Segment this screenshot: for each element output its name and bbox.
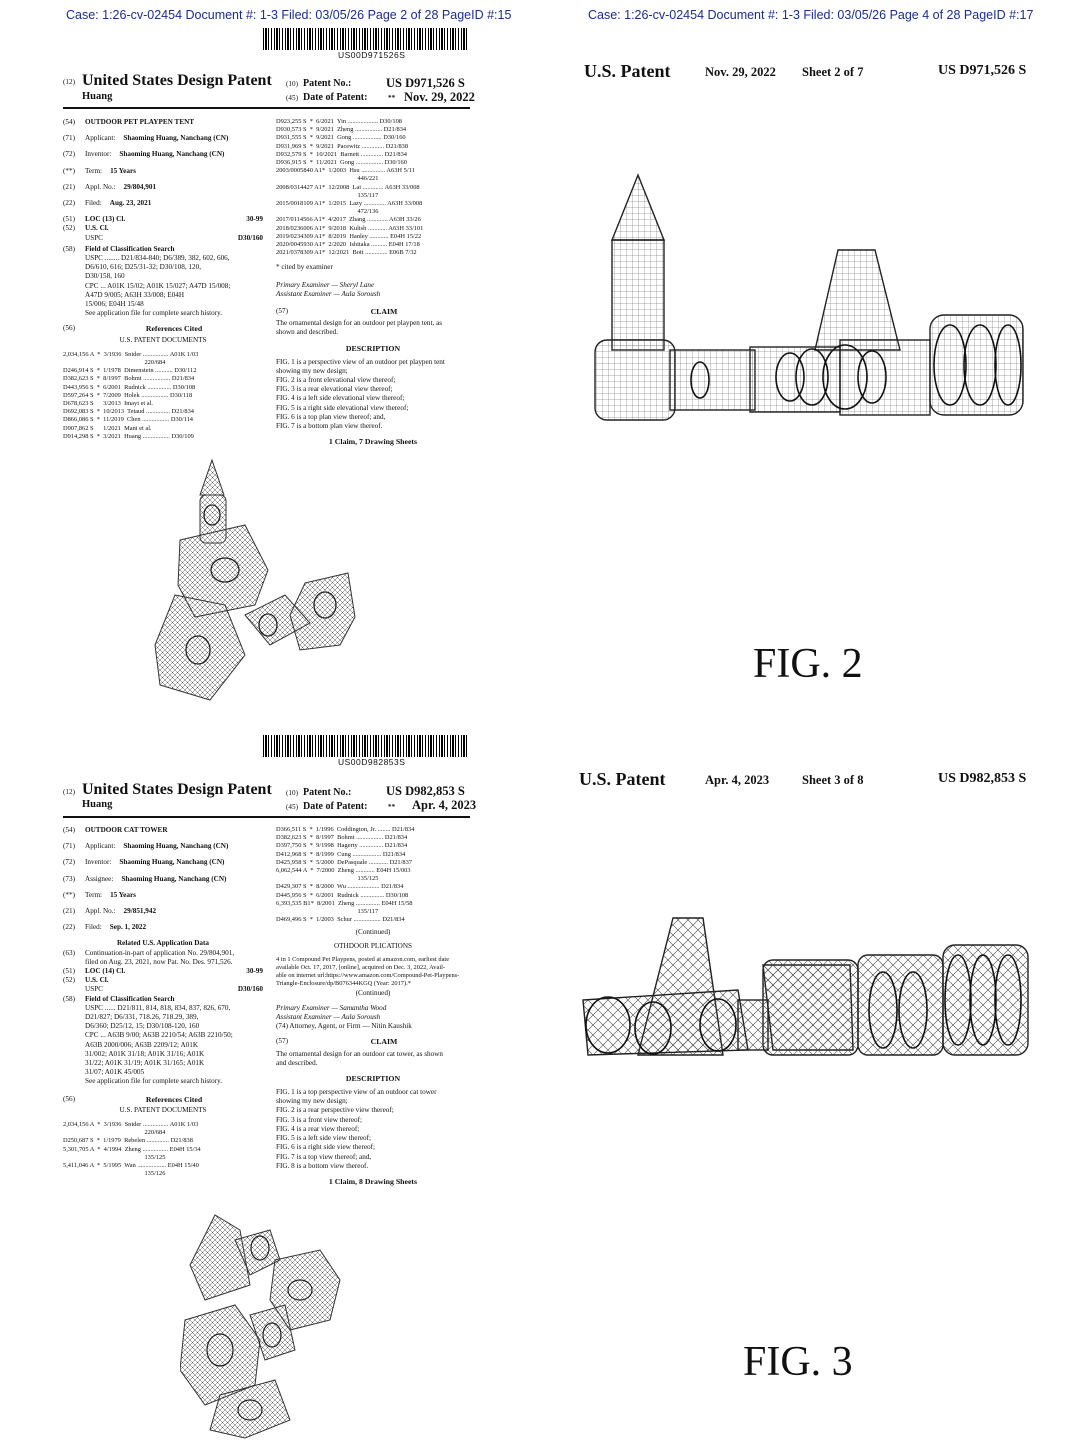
patent-title: United States Design Patent (82, 72, 272, 89)
field-label: Inventor: (85, 150, 112, 159)
reference-row: D445,956 S * 6/2001 Rudnick ............... D30/108 (276, 891, 409, 899)
barcode-number: US00D982853S (338, 757, 406, 767)
classification-line: See application file for complete search history. (85, 309, 223, 318)
reference-row: D930,573 S * 9/2021 Zheng ................. D21/834 (276, 126, 407, 134)
sheet-us-patent: U.S. Patent (584, 61, 671, 81)
barcode (263, 735, 468, 757)
field-value: Shaoming Huang, Nanchang (CN) (119, 150, 225, 159)
reference-row: 446/221 (276, 175, 379, 183)
reference-row: D250,687 S * 1/1979 Rebelen .............. D21/838 (63, 1137, 193, 1145)
field-value: 29/851,942 (123, 907, 157, 916)
header-rule (63, 107, 470, 109)
field-code: (71) (63, 134, 75, 143)
bibliographic-fields: (54) OUTDOOR PET PLAYPEN TENT (71) Applicant: Shaoming Huang, Nanchang (CN) (72) Inventor: Shaoming Huang, Nanchang (CN) (**) Term: 15 Years (21) Appl. No.: 29/804,901 (22) Filed: Aug. 23, 2021 (51) LOC (13) Cl. 30-99 (52) U.S. Cl. USPC D30/160 (58) Field of Classification Search USPC ........ D21/834-840; D6/389, 382, 602, 606, D6/610, 616; D25/31-32; D30/108, 120, D30/158, 160 CPC ... A01K 15/02; A01K 15/027; A47D 15/008; A47D 9/005; A63H 33/008; E04H 15/006; E04H 15/48 See application file for complete search history. (56) References Cited U.S. PATENT DOCUMENTS 2,034,156 A * 3/1936 Snider ................ A01K 1/03 220/684 D246,914 S * 1/1978 Dimenstein ........... D30/112 D382,623 S * 8/1997 Bohmt ................. D21/834 D443,956 S * 6/2001 Rudnick ............... D30/108 D597,264 S * 7/2009 Holek ................. D30/118 D678,623 S 3/2013 Imayi et al. D692,083 S * 10/2013 Tetaud ............... D21/834 D866,086 S * 11/2019 Chen ................. D30/114 D907,862 S 1/2021 Mani et al. D914,298 S * 3/2021 Huang ................. D30/109 (63, 118, 263, 440)
field-label: Assignee: (85, 874, 114, 883)
references-column: D923,255 S * 6/2021 Yin ................... D30/108 D930,573 S * 9/2021 Zheng ................. D21/834 D931,555 S * 9/2021 Gong .................. D30/160 D931,969 S * 9/2021 Pacewitz .............. D21/838 D932,579 S * 10/2021 Barnett .............. D21/834 D936,915 S * 11/2021 Gong ................. D30/160 2003/0005840 A1* 1/2003 Hsu ............... A63H 5/11 446/221 2008/0314427 A1* 12/2008 Lai ............. A63H 33/008 135/117 2015/0018109 A1* 1/2015 Lazy .............. A63H 33/008 472/136 2017/0114566 A1* 4/2017 Zhang ............. A63H 33/26 2018/0236006 A1* 9/2018 Kulish ............ A63H 33/101 2019/0234309 A1* 8/2019 Hanley ............ E04H 15/22 2020/0045930 A1* 2/2020 Ishitaka .......... E04H 17/18 2021/0378309 A1* 12/2021 Bott .............. E06B 7/32 * cited by examiner Primary Examiner — Sheryl Lane Assistant Examiner — Aula Soroush (57) CLAIM The ornamental design for an outdoor pet playpen tent, as shown and described. DESCRIPTION FIG. 1 is a perspective view of an outdoor pet playpen tent showing my new design; FIG. 2 is a front elevational view thereof; FIG. 3 is a rear elevational view thereof; FIG. 4 is a left side elevational view thereof; FIG. 5 is a right side elevational view thereof; FIG. 6 is a top plan view thereof; and, FIG. 7 is a bottom plan view thereof. 1 Claim, 7 Drawing Sheets (276, 118, 470, 446)
classification-line: A47D 9/005; A63H 33/008; E04H (85, 290, 185, 299)
patent-number: US D982,853 S (386, 784, 465, 798)
reference-row: 2018/0236006 A1* 9/2018 Kulish ............ A63H 33/101 (276, 224, 424, 232)
case-header: Case: 1:26-cv-02454 Document #: 1-3 Filed: 03/05/26 Page 2 of 28 PageID #:15 (66, 8, 512, 22)
field-code: (**) (63, 890, 75, 899)
header-rule (63, 816, 470, 818)
classification-line: 15/006; E04H 15/48 (85, 300, 144, 309)
field-label: Term: (85, 890, 103, 899)
barcode-number: US00D971526S (338, 50, 406, 60)
reference-row: D397,750 S * 9/1998 Hagerty ............... D21/834 (276, 842, 408, 850)
front-elevation-drawing (590, 165, 1030, 425)
reference-row: 135/117 (276, 908, 379, 916)
field-row (63, 199, 263, 208)
references-column: D366,511 S * 1/1996 Coddington, Jr. ........ D21/834 D382,623 S * 8/1997 Bohmt ................. D21/834 D397,750 S * 9/1998 Hagerty ............... D21/834 D412,968 S * 8/1999 Cung .................. D21/834 D425,958 S * 5/2000 DePasquale ............ D21/837 6,062,544 A * 7/2000 Zheng ............ E04H 15/003 135/125 D429,307 S * 8/2000 Wu .................... D21/834 D445,956 S * 6/2001 Rudnick ............... D30/108 6,393,535 B1* 8/2001 Zheng ............... E04H 15/58 135/117 D469,496 S * 1/2003 Schur ................. D21/834 (Continued) OTHDOOR PLICATIONS 4 in 1 Compound Pet Playpens, posted at amazon.com, earliest date available Oct. 17, 2017, [online], acquired on Dec. 3, 2022, Avail- able on internet url:https://www.amazon.com/Compound-Pet-Playpens- Triangle-Enclosure/dp/B076344KGQ (Year: 2017).* (Continued) Primary Examiner — Samantha Wood Assistant Examiner — Aula Soroush (74) Attorney, Agent, or Firm — Nitin Kaushik (57) CLAIM The ornamental design for an outdoor cat tower, as shown and described. DESCRIPTION FIG. 1 is a top perspective view of an outdoor cat tower showing my new design; FIG. 2 is a rear perspective view thereof; FIG. 3 is a front view thereof; FIG. 4 is a rear view thereof; FIG. 5 is a left side view thereof; FIG. 6 is a right side view thereof; FIG. 7 is a top view thereof; and, FIG. 8 is a bottom view thereof. 1 Claim, 8 Drawing Sheets (276, 826, 470, 1186)
classification-line: D6/360; D25/12, 15; D30/108-120, 160 (85, 1022, 200, 1031)
reference-row: D936,915 S * 11/2021 Gong ................. D30/160 (276, 159, 407, 167)
classification-line: USPC ........ D21/834-840; D6/389, 382, 602, 606, (85, 254, 230, 263)
field-value: 29/804,901 (123, 182, 157, 191)
description-line: FIG. 5 is a right side elevational view thereof; (276, 403, 409, 412)
classification-line: USPC ...... D21/811, 814, 818, 834, 837, 826, 670, (85, 1003, 231, 1012)
field-value: OUTDOOR CAT TOWER (85, 826, 168, 834)
patent-sheet-d982853 (540, 720, 1080, 1440)
sheet-patent-number: US D971,526 S (938, 63, 1027, 78)
field-code: (21) (63, 182, 75, 191)
field-label: Applicant: (85, 842, 116, 851)
sheet-date: Nov. 29, 2022 (705, 65, 776, 79)
field-value: Shaoming Huang, Nanchang (CN) (123, 134, 229, 143)
classification-line: 31/22; A01K 31/19; A01K 31/165; A01K (85, 1059, 205, 1068)
publication-line: Triangle-Enclosure/dp/B076344KGQ (Year: 2017).* (276, 980, 411, 988)
front-view-drawing (578, 910, 1030, 1070)
reference-row: 5,411,046 A * 5/1995 Wan .................. E04H 15/40 (63, 1162, 199, 1170)
patent-page-d982853: US00D982853S (12) United States Design Patent Huang (10) Patent No.: US D982,853 S (45) Date of Patent: ** Apr. 4, 2023 (54) OUTDOOR CAT TOWER (71) Applicant: Shaoming Huang, Nanchang (CN) (72) Inventor: Shaoming Huang, Nanchang (CN) (73) Assignee: Shaoming Huang, Nanchang (CN) (**) Term: 15 Years (21) Appl. No.: 29/851,942 (22) Filed: Sep. 1, 2022 Related U.S. Application Data (63) Continuation-in-part of application No. 29/804,901, filed on Aug. 23, 2021, now Pat. No. Des. 971,526. (51) LOC (14) Cl. 30-99 (52) U.S. Cl. USPC D30/160 (58) Field of Classification Search USPC ...... D21/811, 814, 818, 834, 837, 826, 670, D21/827; D6/331, 718.26, 718.29, 389, D6/360; D25/12, 15; D30/108-120, 160 CPC ... A63B 9/00; A63B 2210/54; A63B 2210/50; A63B 2000/006; A63B 2209/12; A01K 31/002; A01K 31/18; A01K 31/16; A01K 31/22; A01K 31/19; A01K 31/165; A01K 31/07; A01K 45/005 See application file for complete search history. (56) References Cited U.S. PATENT DOCUMENTS 2,034,156 A * 3/1936 Snider ................ A01K 1/03 220/684 D250,687 S * 1/1979 Rebelen .............. D21/838 5,301,705 A * 4/1994 Zheng ................ E04H 15/34 135/125 5,411,046 A * 5/1995 Wan .................. E04H 15/40 135/126 D366,511 S * 1/1996 Coddington, Jr. ........ D21/834 D382,623 S * 8/1997 Bohmt ................. D21/834 D397,750 S * 9/1998 Hagerty ............... D21/834 D412,968 S * 8/1999 Cung .................. D21/834 D425,958 S * 5/2000 DePasquale ............ D21/837 6,062,544 A * 7/2000 Zheng ............ E04H 15/003 135/125 D429,307 S * 8/2000 Wu .................... D21/834 D445,956 S * 6/2001 Rudnick ............... D30/108 6,393,535 B1* 8/2001 Zheng ............... E04H 15/58 135/117 D469,496 S * 1/2003 Schur ................. D21/834 (Continued) OTHDOOR PLICATIONS 4 in 1 Compound Pet Playpens, posted at amazon.com, earliest date available Oct. 17, 2017, [online], acquired on Dec. 3, 2022, Avail- able on internet url:https://www.amazon.com/Compound-Pet-Playpens- Triangle-Enclosure/dp/B076344KGQ (Year: 2017).* (Continued) Primary Examiner — Samantha Wood Assistant Examiner — Aula Soroush (74) Attorney, Agent, or Firm — Nitin Kaushik (57) CLAIM The ornamental design for an outdoor cat tower, as shown and described. DESCRIPTION FIG. 1 is a top perspective view of an outdoor cat tower showing my new design; FIG. 2 is a rear perspective view thereof; FIG. 3 is a front view thereof; FIG. 4 is a rear view thereof; FIG. 5 is a left side view thereof; FIG. 6 is a right side view thereof; FIG. 7 is a top view thereof; and, FIG. 8 is a bottom view thereof. 1 Claim, 8 Drawing Sheets (0, 720, 540, 1440)
reference-row: D597,264 S * 7/2009 Holek ................. D30/118 (63, 391, 193, 399)
classification-line: A63B 2000/006; A63B 2209/12; A01K (85, 1040, 199, 1049)
reference-row: 135/117 (276, 191, 379, 199)
reference-row: D932,579 S * 10/2021 Barnett .............. D21/834 (276, 150, 408, 158)
publication-line: 4 in 1 Compound Pet Playpens, posted at amazon.com, earliest date (276, 955, 450, 963)
field-row (63, 875, 263, 884)
field-row (63, 923, 263, 932)
field-code: (54) (63, 826, 75, 834)
claim-line: The ornamental design for an outdoor cat tower, as shown (276, 1049, 443, 1058)
reference-row: 2019/0234309 A1* 8/2019 Hanley ............ E04H 15/22 (276, 232, 422, 240)
reference-row: D678,623 S 3/2013 Imayi et al. (63, 400, 153, 408)
reference-row: 2021/0378309 A1* 12/2021 Bott .............. E06B 7/32 (276, 249, 417, 257)
sheet-number: Sheet 3 of 8 (802, 773, 864, 787)
inventor-surname: Huang (82, 91, 113, 102)
field-row (63, 858, 263, 867)
reference-row: 2,034,156 A * 3/1936 Snider ................ A01K 1/03 (63, 1121, 199, 1129)
description-line: FIG. 3 is a front view thereof; (276, 1115, 363, 1124)
sheet-date: Apr. 4, 2023 (705, 773, 770, 787)
classification-line: D30/158, 160 (85, 272, 125, 281)
description-line: FIG. 4 is a left side elevational view thereof; (276, 394, 405, 403)
field-code: (**) (63, 166, 75, 175)
reference-row: D246,914 S * 1/1978 Dimenstein ........... D30/112 (63, 367, 197, 375)
field-label: Appl. No.: (85, 907, 116, 916)
patent-page-d971526: Case: 1:26-cv-02454 Document #: 1-3 Filed: 03/05/26 Page 2 of 28 PageID #:15 US00D971526S (12) United States Design Patent Huang (10) Patent No.: US D971,526 S (45) Date of Patent: ** Nov. 29, 2022 (54) OUTDOOR PET PLAYPEN TENT (71) Applicant: Shaoming Huang, Nanchang (CN) (72) Inventor: Shaoming Huang, Nanchang (CN) (**) Term: 15 Years (21) Appl. No.: 29/804,901 (22) Filed: Aug. 23, 2021 (51) LOC (13) Cl. 30-99 (52) U.S. Cl. USPC D30/160 (58) Field of Classification Search USPC ........ D21/834-840; D6/389, 382, 602, 606, D6/610, 616; D25/31-32; D30/108, 120, D30/158, 160 CPC ... A01K 15/02; A01K 15/027; A47D 15/008; A47D 9/005; A63H 33/008; E04H 15/006; E04H 15/48 See application file for complete search history. (56) References Cited U.S. PATENT DOCUMENTS 2,034,156 A * 3/1936 Snider ................ A01K 1/03 220/684 D246,914 S * 1/1978 Dimenstein ........... D30/112 D382,623 S * 8/1997 Bohmt ................. D21/834 D443,956 S * 6/2001 Rudnick ............... D30/108 D597,264 S * 7/2009 Holek ................. D30/118 D678,623 S 3/2013 Imayi et al. D692,083 S * 10/2013 Tetaud ............... D21/834 D866,086 S * 11/2019 Chen ................. D30/114 D907,862 S 1/2021 Mani et al. D914,298 S * 3/2021 Huang ................. D30/109 D923,255 S * 6/2021 Yin ................... D30/108 D930,573 S * 9/2021 Zheng ................. D21/834 D931,555 S * 9/2021 Gong .................. D30/160 D931,969 S * 9/2021 Pacewitz .............. D21/838 D932,579 S * 10/2021 Barnett .............. D21/834 D936,915 S * 11/2021 Gong ................. D30/160 2003/0005840 A1* 1/2003 Hsu ............... A63H 5/11 446/221 2008/0314427 A1* 12/2008 Lai ............. A63H 33/008 135/117 2015/0018109 A1* 1/2015 Lazy .............. A63H 33/008 472/136 2017/0114566 A1* 4/2017 Zhang ............. A63H 33/26 2018/0236006 A1* 9/2018 Kulish ............ A63H 33/101 2019/0234309 A1* 8/2019 Hanley ............ E04H 15/22 2020/0045930 A1* 2/2020 Ishitaka .......... E04H 17/18 2021/0378309 A1* 12/2021 Bott .............. E06B 7/32 * cited by examiner Primary Examiner — Sheryl Lane Assistant Examiner — Aula Soroush (57) CLAIM The ornamental design for an outdoor pet playpen tent, as shown and described. DESCRIPTION FIG. 1 is a perspective view of an outdoor pet playpen tent showing my new design; FIG. 2 is a front elevational view thereof; FIG. 3 is a rear elevational view thereof; FIG. 4 is a left side elevational view thereof; FIG. 5 is a right side elevational view thereof; FIG. 6 is a top plan view thereof; and, FIG. 7 is a bottom plan view thereof. 1 Claim, 7 Drawing Sheets (0, 0, 540, 720)
field-code: (54) (63, 118, 75, 126)
field-row (63, 826, 263, 835)
reference-row: D425,958 S * 5/2000 DePasquale ............ D21/837 (276, 858, 412, 866)
reference-row: 2020/0045930 A1* 2/2020 Ishitaka .......... E04H 17/18 (276, 241, 420, 249)
reference-row: D429,307 S * 8/2000 Wu .................... D21/834 (276, 883, 404, 891)
field-label: Filed: (85, 923, 102, 932)
publication-line: able on internet url:https://www.amazon.com/Compound-Pet-Playpens- (276, 972, 460, 980)
reference-row: 135/125 (63, 1153, 166, 1161)
sheet-patent-number: US D982,853 S (938, 771, 1027, 786)
patent-date: Apr. 4, 2023 (412, 798, 477, 812)
reference-row: 2015/0018109 A1* 1/2015 Lazy .............. A63H 33/008 (276, 200, 423, 208)
reference-row: 2008/0314427 A1* 12/2008 Lai ............. A63H 33/008 (276, 183, 420, 191)
related-line: filed on Aug. 23, 2021, now Pat. No. Des. 971,526. (85, 957, 233, 966)
description-line: FIG. 4 is a rear view thereof; (276, 1124, 360, 1133)
sheet-number: Sheet 2 of 7 (802, 65, 864, 79)
reference-row: D469,496 S * 1/2003 Schur ................. D21/834 (276, 916, 405, 924)
reference-row: D914,298 S * 3/2021 Huang ................. D30/109 (63, 432, 194, 440)
description-line: FIG. 6 is a top plan view thereof; and, (276, 412, 386, 421)
description-line: FIG. 7 is a bottom plan view thereof. (276, 422, 383, 431)
related-line: Continuation-in-part of application No. 29/804,901, (85, 948, 235, 957)
classification-line: 31/07; A01K 45/005 (85, 1068, 145, 1077)
reference-row: 2,034,156 A * 3/1936 Snider ................ A01K 1/03 (63, 350, 199, 358)
field-row (63, 183, 263, 192)
reference-row: D907,862 S 1/2021 Mani et al. (63, 424, 152, 432)
field-label: Filed: (85, 199, 102, 208)
field-value: Sep. 1, 2022 (109, 923, 147, 932)
claim-line: and described. (276, 1058, 318, 1067)
description-line: FIG. 3 is a rear elevational view thereof; (276, 385, 393, 394)
field-value: 15 Years (110, 166, 136, 175)
inventor-surname: Huang (82, 799, 113, 810)
reference-row: D382,623 S * 8/1997 Bohmt ................. D21/834 (63, 375, 195, 383)
description-line: FIG. 2 is a rear perspective view thereof; (276, 1106, 394, 1115)
reference-row: D443,956 S * 6/2001 Rudnick ............... D30/108 (63, 383, 196, 391)
reference-row: 220/684 (63, 359, 166, 367)
field-code: (72) (63, 858, 75, 867)
field-row (63, 891, 263, 900)
field-label: Appl. No.: (85, 182, 116, 191)
field-row (63, 134, 263, 143)
sheet-us-patent: U.S. Patent (579, 769, 666, 789)
figure-label: FIG. 2 (753, 641, 863, 687)
reference-row: 135/126 (63, 1170, 166, 1178)
field-row (63, 150, 263, 159)
field-value: Shaoming Huang, Nanchang (CN) (119, 858, 225, 867)
reference-row: D382,623 S * 8/1997 Bohmt ................. D21/834 (276, 834, 408, 842)
claim-line: shown and described. (276, 328, 339, 337)
description-line: FIG. 1 is a perspective view of an outdoor pet playpen tent (276, 357, 445, 366)
bibliographic-fields: (54) OUTDOOR CAT TOWER (71) Applicant: Shaoming Huang, Nanchang (CN) (72) Inventor: Shaoming Huang, Nanchang (CN) (73) Assignee: Shaoming Huang, Nanchang (CN) (**) Term: 15 Years (21) Appl. No.: 29/851,942 (22) Filed: Sep. 1, 2022 Related U.S. Application Data (63) Continuation-in-part of application No. 29/804,901, filed on Aug. 23, 2021, now Pat. No. Des. 971,526. (51) LOC (14) Cl. 30-99 (52) U.S. Cl. USPC D30/160 (58) Field of Classification Search USPC ...... D21/811, 814, 818, 834, 837, 826, 670, D21/827; D6/331, 718.26, 718.29, 389, D6/360; D25/12, 15; D30/108-120, 160 CPC ... A63B 9/00; A63B 2210/54; A63B 2210/50; A63B 2000/006; A63B 2209/12; A01K 31/002; A01K 31/18; A01K 31/16; A01K 31/22; A01K 31/19; A01K 31/165; A01K 31/07; A01K 45/005 See application file for complete search history. (56) References Cited U.S. PATENT DOCUMENTS 2,034,156 A * 3/1936 Snider ................ A01K 1/03 220/684 D250,687 S * 1/1979 Rebelen .............. D21/838 5,301,705 A * 4/1994 Zheng ................ E04H 15/34 135/125 5,411,046 A * 5/1995 Wan .................. E04H 15/40 135/126 (63, 826, 263, 1178)
description-line: FIG. 8 is a bottom view thereof. (276, 1161, 369, 1170)
field-value: Shaoming Huang, Nanchang (CN) (121, 874, 227, 883)
reference-row: D412,968 S * 8/1999 Cung .................. D21/834 (276, 850, 406, 858)
reference-row: D931,555 S * 9/2021 Gong .................. D30/160 (276, 134, 406, 142)
field-code: (22) (63, 923, 75, 932)
classification-line: CPC ... A63B 9/00; A63B 2210/54; A63B 2210/50; (85, 1031, 233, 1040)
reference-row: D692,083 S * 10/2013 Tetaud ............... D21/834 (63, 408, 194, 416)
field-row (63, 842, 263, 851)
classification-line: D6/610, 616; D25/31-32; D30/108, 120, (85, 263, 201, 272)
description-line: FIG. 1 is a top perspective view of an outdoor cat tower (276, 1088, 437, 1097)
field-code: (73) (63, 874, 75, 883)
description-line: FIG. 5 is a left side view thereof; (276, 1134, 372, 1143)
description-line: FIG. 6 is a right side view thereof; (276, 1143, 376, 1152)
field-row (63, 907, 263, 916)
classification-line: 31/002; A01K 31/18; A01K 31/16; A01K (85, 1049, 205, 1058)
perspective-drawing (150, 455, 360, 705)
reference-row: D923,255 S * 6/2021 Yin ................... D30/108 (276, 118, 402, 125)
field-row (63, 167, 263, 176)
publication-line: available Oct. 17, 2017, [online], acquired on Dec. 3, 2022, Avail- (276, 964, 446, 972)
field-code: (22) (63, 199, 75, 208)
field-value: 15 Years (110, 890, 136, 899)
description-line: showing my new design; (276, 1097, 348, 1106)
patent-number: US D971,526 S (386, 76, 465, 90)
claim-line: The ornamental design for an outdoor pet playpen tent, as (276, 319, 443, 328)
reference-row: 5,301,705 A * 4/1994 Zheng ................ E04H 15/34 (63, 1145, 201, 1153)
field-code: (72) (63, 150, 75, 159)
description-line: showing my new design; (276, 366, 348, 375)
reference-row: 6,393,535 B1* 8/2001 Zheng ............... E04H 15/58 (276, 899, 413, 907)
field-label: Inventor: (85, 858, 112, 867)
perspective-drawing (180, 1210, 350, 1440)
patent-title: United States Design Patent (82, 781, 272, 798)
classification-line: D21/827; D6/331, 718.26, 718.29, 389, (85, 1013, 199, 1022)
field-label: Applicant: (85, 134, 116, 143)
reference-row: 2003/0005840 A1* 1/2003 Hsu ............... A63H 5/11 (276, 167, 415, 175)
field-code: (21) (63, 907, 75, 916)
reference-row: D366,511 S * 1/1996 Coddington, Jr. ........ D21/834 (276, 826, 415, 833)
patent-date: Nov. 29, 2022 (404, 90, 475, 104)
barcode (263, 28, 468, 50)
classification-line: CPC ... A01K 15/02; A01K 15/027; A47D 15/008; (85, 281, 231, 290)
field-value: Aug. 23, 2021 (109, 199, 152, 208)
classification-line: See application file for complete search history. (85, 1077, 223, 1086)
reference-row: 220/684 (63, 1129, 166, 1137)
description-line: FIG. 7 is a top view thereof; and, (276, 1152, 372, 1161)
description-line: FIG. 2 is a front elevational view thereof; (276, 376, 396, 385)
reference-row: D866,086 S * 11/2019 Chen ................. D30/114 (63, 416, 194, 424)
field-label: Term: (85, 166, 103, 175)
reference-row: 2017/0114566 A1* 4/2017 Zhang ............. A63H 33/26 (276, 216, 421, 224)
field-row (63, 118, 263, 127)
reference-row: 472/136 (276, 208, 379, 216)
field-value: Shaoming Huang, Nanchang (CN) (123, 842, 229, 851)
figure-label: FIG. 3 (743, 1339, 853, 1385)
reference-row: 135/125 (276, 875, 379, 883)
field-code: (71) (63, 842, 75, 851)
patent-sheet-d971526 (540, 0, 1080, 720)
reference-row: D931,969 S * 9/2021 Pacewitz .............. D21/838 (276, 142, 409, 150)
field-value: OUTDOOR PET PLAYPEN TENT (85, 118, 195, 126)
case-header: Case: 1:26-cv-02454 Document #: 1-3 Filed: 03/05/26 Page 4 of 28 PageID #:17 (588, 8, 1034, 22)
reference-row: 6,062,544 A * 7/2000 Zheng ............ E04H 15/003 (276, 867, 411, 875)
